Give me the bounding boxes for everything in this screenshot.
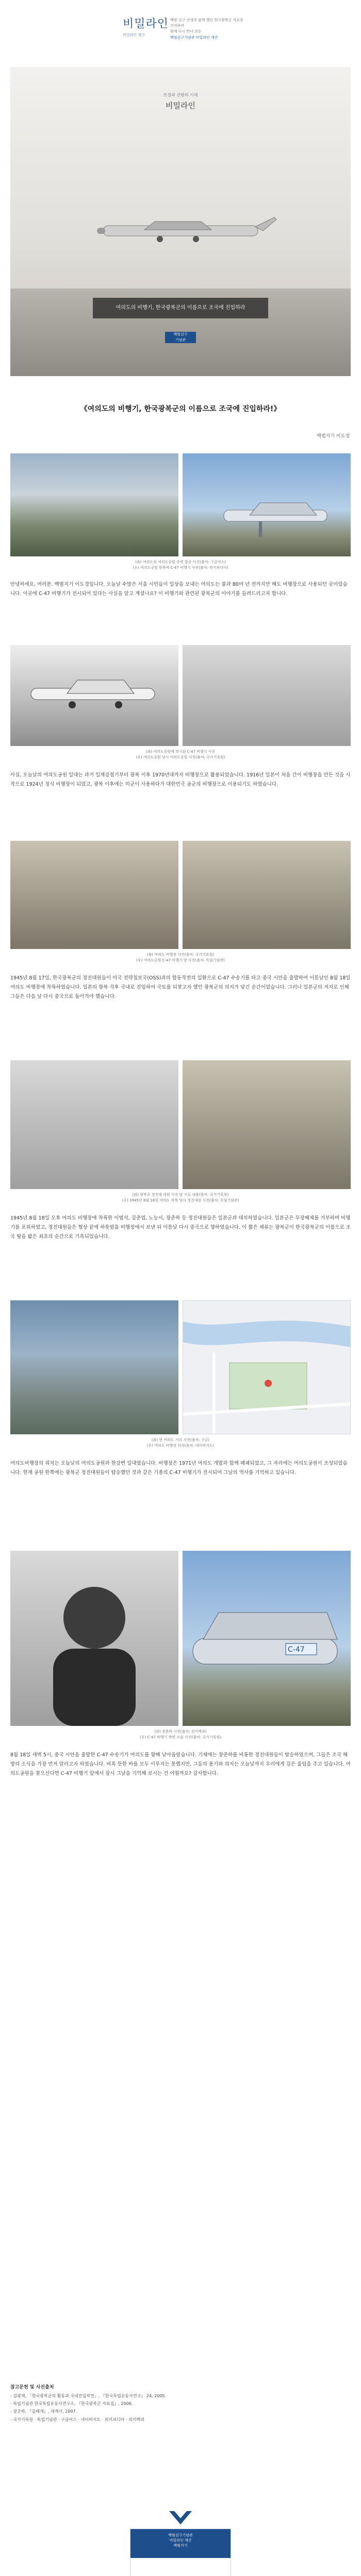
reference-item: - 독립기념관 한국독립운동사연구소, 『한국광복군 자료집』, 2006. (10, 2401, 133, 2406)
hero-badge-line2: 기념관 (175, 338, 186, 342)
hero-series-title: 비밀라인 (166, 101, 195, 110)
article-title: 《여의도의 비행기, 한국광복군의 이름으로 조국에 진입하라!》 (80, 405, 281, 413)
hero-badge (165, 332, 196, 343)
photo-jang-junha (10, 1551, 178, 1726)
c47-plane-icon (183, 453, 351, 556)
masthead-intro-line2: 함께 다시 만나 보는 (170, 29, 202, 34)
reference-item: - 장준하, 『돌베개』, 세계사, 2007. (10, 2409, 77, 2414)
hero-caption: 여의도의 비행기, 한국광복군의 이름으로 조국에 진입하라 (93, 298, 268, 318)
image-caption-5: (좌) 현 여의도 거리 사진(출처: 구글) (우) 여의도 비행장 위치(출처: 네이버지도) (146, 1438, 215, 1448)
hero-image (10, 67, 351, 376)
hero-series (139, 92, 222, 112)
c47-tail-icon (183, 1551, 351, 1726)
paragraph-2: 사실, 오늘날의 여의도공원 일대는 과거 일제강점기부터 광복 이후 1970년대까지 비행장으로 활용되었습니다. 1916년 일본이 처음 간이 비행장을 만든 것을 시작으로 1924년 정식 비행장이 되었고, 광복 이후에는 미군이 사용하다가 대한민국 공군의 비행장으로 이용되기도 하였습니다. (10, 772, 351, 788)
masthead-intro-highlight: 백범김구기념관 비밀라인 계간 (170, 35, 218, 40)
paragraph-5: 여의도비행장의 위치는 오늘날의 여의도공원과 한강변 일대였습니다. 비행장은 1971년 여의도 개발과 함께 폐쇄되었고, 그 자리에는 여의도공원이 조성되었습니다. 현재 공원 한쪽에는 광복군 정진대원들이 탑승했던 것과 같은 기종의 C-47 비행기가 전시되어 그날의 역사를 기억하고 있습니다. (10, 1461, 348, 1476)
masthead-intro-line1: 백범 김구 선생과 함께 했던 한국광복군 자료를 간직하여 (170, 18, 243, 28)
paragraph-3: 1945년 8월 17일, 한국광복군의 정진대원들이 미국 전략첩보국(OSS)과의 합동작전의 일환으로 C-47 수송기를 타고 중국 시안을 출발하여 이튿날인 8월 18일 여의도 비행장에 착륙하였습니다. 일본의 항복 직후 국내로 진입하여 국토를 되찾고자 했던 광복군의 의지가 담긴 순간이었습니다. 그러나 일본군의 저지로 인해 그들은 다음 날 다시 중국으로 돌아가야 했습니다. (10, 975, 351, 1000)
photo-c47-tail (183, 1551, 351, 1726)
map-yeouido-airfield[interactable] (183, 1300, 351, 1434)
author-card-band (130, 2529, 231, 2558)
photo-c47-park (183, 453, 351, 556)
masthead-logo[interactable]: 비밀라인 (123, 18, 169, 30)
paragraph-4: 1945년 8월 18일 오후 여의도 비행장에 착륙한 이범석, 김준엽, 노능서, 장준하 등 정진대원들은 일본군과 대치하였습니다. 일본군은 무장해제를 거부하며 비행기를 포위하였고, 정진대원들은 협상 끝에 하룻밤을 비행장에서 보낸 뒤 이튿날 다시 중국으로 향하였습니다. 이 짧은 체류는 광복군이 한국광복군의 이름으로 조국 땅을 밟은 최초의 순간으로 기록되었습니다. (10, 1215, 351, 1240)
author-card (130, 2529, 231, 2576)
hero-badge-line1: 백범김구 (173, 332, 188, 336)
paragraph-6: 8월 18일 새벽 5시, 중국 시안을 출발한 C-47 수송기가 여의도를 향해 날아올랐습니다. 기체에는 장준하를 비롯한 정진대원들이 탑승하였으며, 그들은 조국 해방의 소식을 가장 먼저 알리고자 하였습니다. 비록 뜻한 바를 모두 이루지는 못했지만, 그들의 용기와 의지는 오늘날까지 우리에게 깊은 울림을 주고 있습니다. 여의도공원을 찾으신다면 C-47 비행기 앞에서 잠시 그날을 기억해 보시는 건 어떨까요? 감사합니다. (10, 1752, 351, 1777)
photo-c47-side (183, 841, 351, 949)
image-caption-1: (좌) 여의도의 여의도공원 주변 항공 사진(출처: 구글어스) (우) 여의도공원 한쪽에 C-47 비행기 사진(출처: 위키피디아) (133, 560, 228, 570)
photo-c47-display (10, 645, 178, 746)
photo-yeouido-airfield (10, 841, 178, 949)
map-pin-icon (265, 1380, 272, 1387)
airplane-illustration (83, 206, 278, 252)
footer (0, 2508, 361, 2576)
chevron-down-icon (168, 2510, 193, 2526)
photo-yeouido-airport-historic (183, 645, 351, 746)
masthead-logo-sub: 비밀라인 계간 (123, 33, 145, 37)
reference-item: - 김광재, 「한국광복군의 활동과 국내진입작전」, 『한국독립운동사연구』 24, 2005. (10, 2394, 167, 2399)
hero-series-small: 모성과 선량의 시대 (163, 93, 198, 97)
airplane-icon (10, 645, 178, 746)
portrait-illustration (10, 1551, 178, 1726)
image-caption-3: (좌) 여의도 비행장 사진(출처: 국가기록원) (우) 여의도공원 C-47 비행기 옆 사진(출처: 독립기념관) (136, 953, 225, 963)
author-card-band-line1: 백범김구기념관 (168, 2533, 193, 2537)
paragraph-1: 안녕하세요, 여러분. 백범지기 이도경입니다. 오늘날 수많은 서울 시민들이 일상을 보내는 여의도는 불과 80여 년 전까지만 해도 비행장으로 사용되던 곳이었습니다. 이곳에 C-47 비행기가 전시되어 있다는 사실을 알고 계셨나요? 이 비행기와 관련된 광복군의 이야기를 들려드리고자 합니다. (10, 582, 348, 597)
image-caption-2: (좌) 여의도공원에 전시된 C-47 비행기 사진 (우) 여의도공원 당시 여의도공항 사진(출처: 국가기록원) (136, 750, 225, 760)
masthead-intro (170, 18, 248, 41)
photo-yeouido-aerial (10, 453, 178, 556)
article-author: 백범지기 이도경 (317, 434, 350, 439)
image-caption-6: (좌) 장준하 사진(출처: 위키백과) (우) C-47 비행기 측면 모습 사진(출처: 국가기록원) (140, 1730, 221, 1740)
svg-text:C-47: C-47 (288, 1646, 305, 1654)
photo-jeongjindae-members (183, 1060, 351, 1189)
photo-yeouido-street (10, 1300, 178, 1434)
photo-jeongjindae-document (10, 1060, 178, 1189)
masthead (0, 0, 361, 61)
references (10, 2383, 351, 2424)
author-card-band-line3: 백범지기 (173, 2543, 188, 2548)
map-illustration (183, 1301, 351, 1434)
author-card-band-line2: 비밀라인 계간 (169, 2538, 192, 2543)
reference-item: - 국가기록원 · 독립기념관 · 구글어스 · 네이버지도 · 위키피디아 · 위키백과 (10, 2417, 144, 2422)
image-caption-4: (좌) 광복군 정진대 대원 사진 및 서류 내용(출처: 국가기록원) (우) 1945년 8월 18일 여의도 착륙 당시 정진대원 사진(출처: 독립기념관) (122, 1193, 239, 1203)
references-title: 참고문헌 및 사진출처 (10, 2385, 54, 2390)
